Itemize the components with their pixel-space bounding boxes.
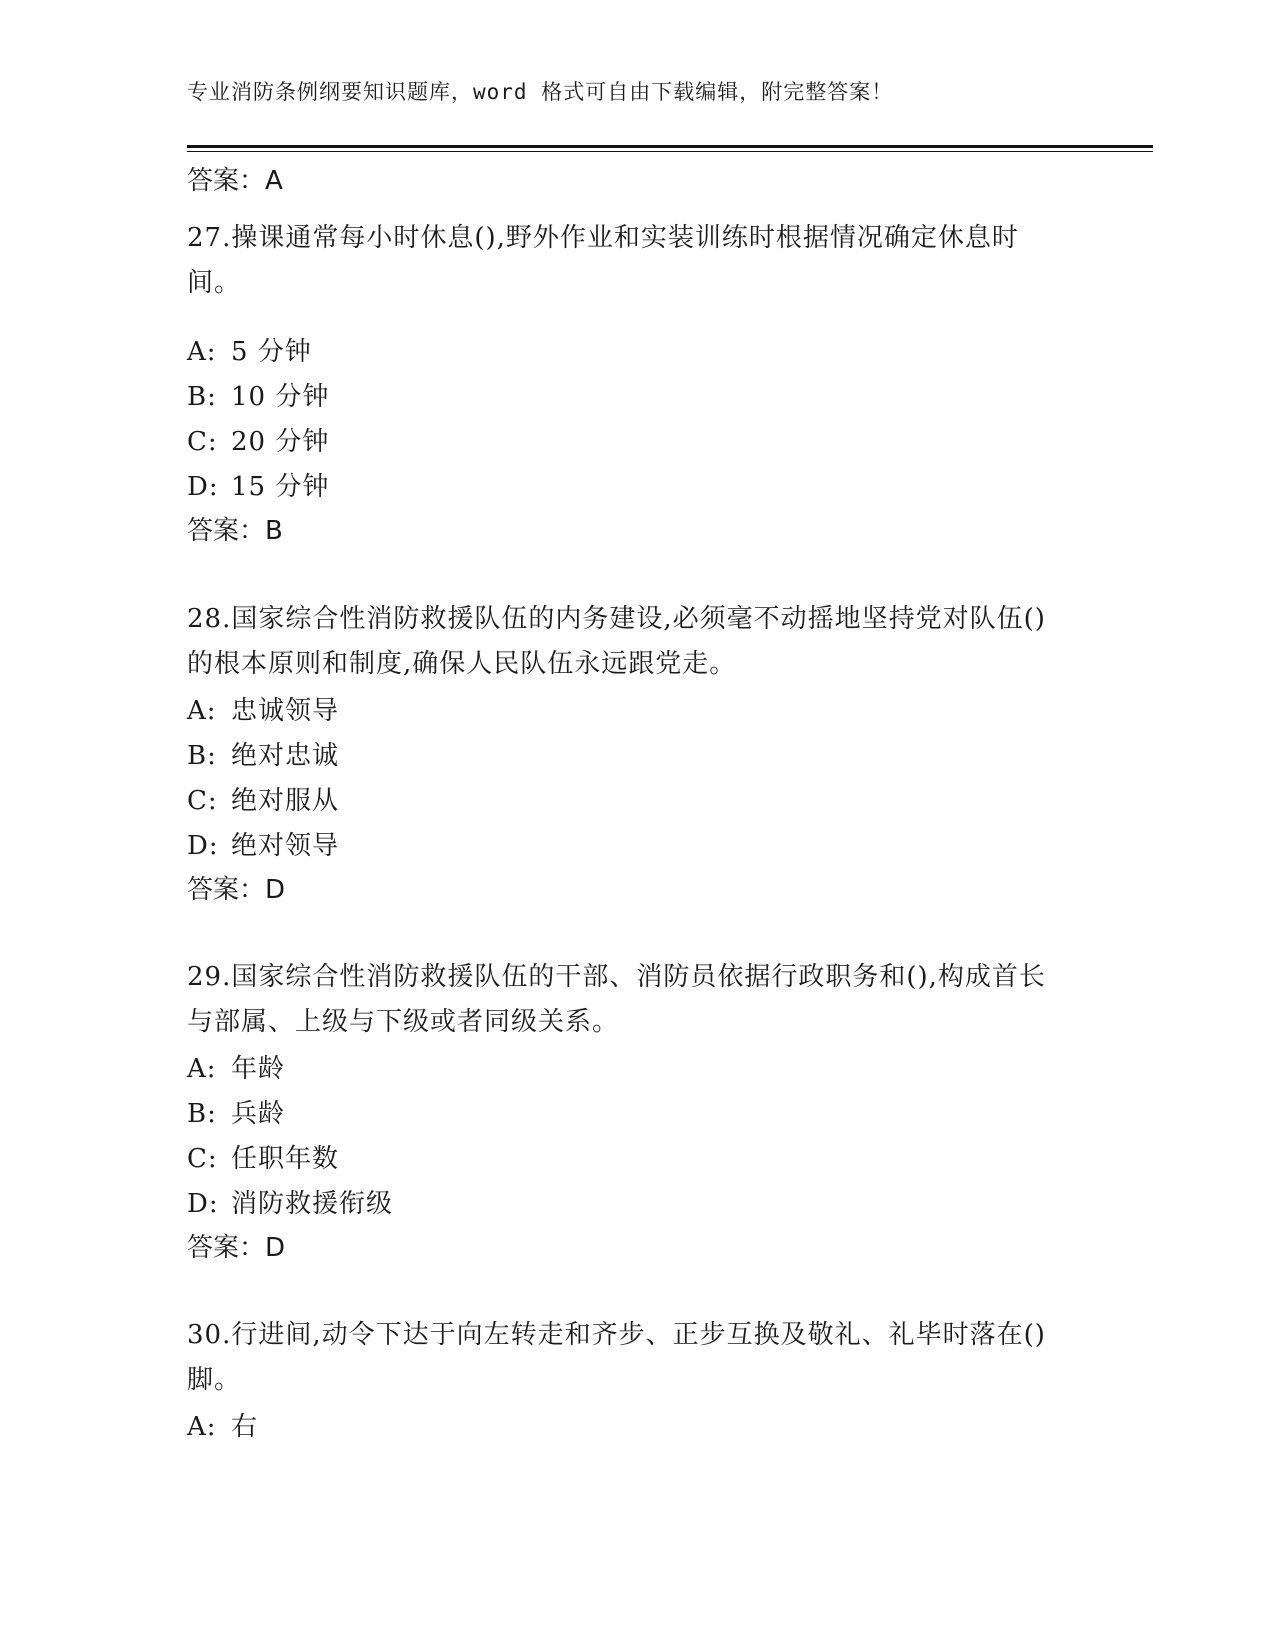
question-28-option-c: C: 绝对服从	[187, 786, 340, 816]
question-27-option-b: B: 10 分钟	[187, 382, 330, 412]
question-28-answer: 答案：D	[187, 875, 286, 905]
question-29-option-c: C: 任职年数	[187, 1144, 340, 1174]
question-29-option-d: D: 消防救援衔级	[187, 1189, 394, 1219]
question-27-option-a: A: 5 分钟	[187, 337, 312, 367]
header-rule-thin	[187, 151, 1153, 152]
question-27-answer: 答案：B	[187, 516, 283, 546]
question-28-option-a: A: 忠诚领导	[187, 696, 340, 726]
page-header: 专业消防条例纲要知识题库，word 格式可自由下载编辑，附完整答案！	[187, 80, 894, 104]
question-29-text: 29.国家综合性消防救援队伍的干部、消防员依据行政职务和(),构成首长与部属、上级与下级或者同级关系。	[187, 962, 1046, 1037]
question-27-option-d: D: 15 分钟	[187, 472, 330, 502]
question-30-text: 30.行进间,动令下达于向左转走和齐步、正步互换及敬礼、礼毕时落在()脚。	[187, 1320, 1046, 1395]
answer-26: 答案：A	[187, 166, 283, 196]
question-28-option-b: B: 绝对忠诚	[187, 741, 340, 771]
question-27-text: 27.操课通常每小时休息(),野外作业和实装训练时根据情况确定休息时间。	[187, 223, 1019, 298]
question-27-option-c: C: 20 分钟	[187, 427, 330, 457]
question-29-option-a: A: 年龄	[187, 1054, 286, 1084]
header-rule-thick	[187, 145, 1153, 148]
question-29-answer: 答案：D	[187, 1233, 286, 1263]
question-28-text: 28.国家综合性消防救援队伍的内务建设,必须毫不动摇地坚持党对队伍()的根本原则和制度,确保人民队伍永远跟党走。	[187, 604, 1046, 679]
question-28-option-d: D: 绝对领导	[187, 831, 340, 861]
question-29-option-b: B: 兵龄	[187, 1099, 286, 1129]
question-30-option-a: A: 右	[187, 1412, 259, 1442]
